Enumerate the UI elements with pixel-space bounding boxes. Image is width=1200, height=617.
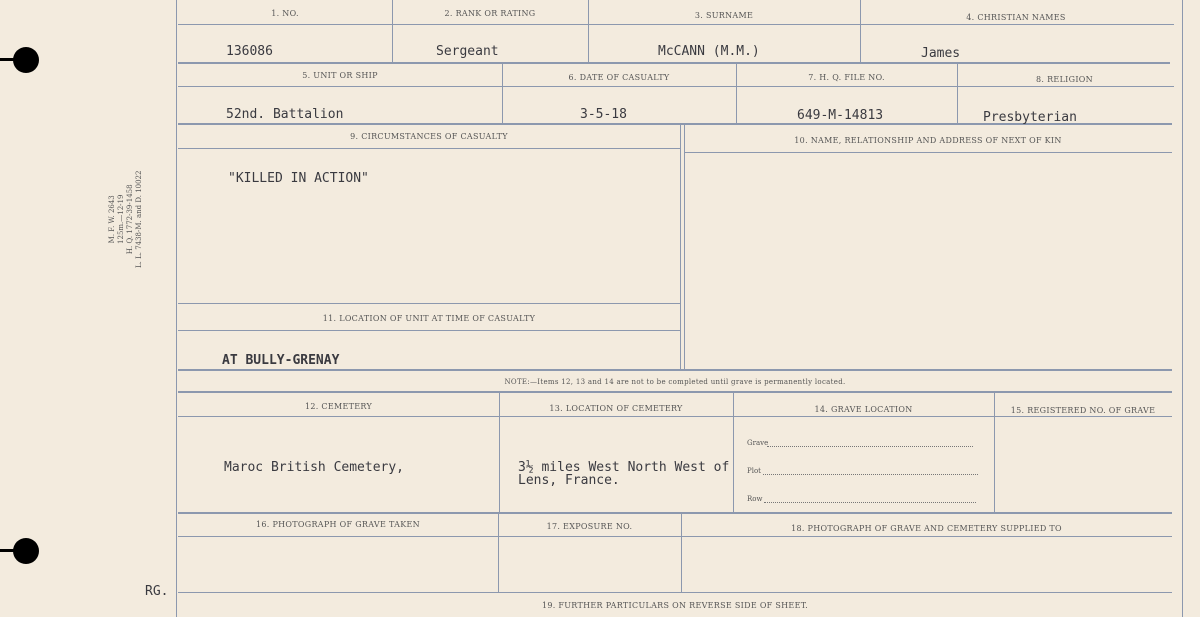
label-no: 1. NO.: [271, 9, 299, 18]
label-plot: Plot: [747, 467, 761, 475]
row3-bottom-rule: [178, 369, 1172, 371]
circumstances-bottom-rule: [178, 303, 680, 304]
label-circumstances: 9. CIRCUMSTANCES OF CASUALTY: [350, 132, 508, 141]
label-grave-location: 14. GRAVE LOCATION: [814, 405, 913, 414]
row5-label-rule: [178, 536, 1172, 537]
form-code-line: L. L. 7438-M. and D. 10022: [135, 170, 143, 268]
row2-label-rule: [178, 86, 1174, 87]
label-surname: 3. SURNAME: [694, 11, 754, 20]
label-exposure: 17. EXPOSURE NO.: [546, 522, 633, 531]
value-cemetery: Maroc British Cemetery,: [224, 460, 405, 475]
note-text: NOTE:—Items 12, 13 and 14 are not to be completed until grave is permanently located.: [504, 378, 846, 386]
label-location-unit: 11. LOCATION OF UNIT AT TIME OF CASUALTY: [322, 314, 536, 323]
label-unit: 5. UNIT OR SHIP: [302, 71, 378, 80]
grave-dots: [767, 446, 973, 447]
value-no: 136086: [226, 44, 273, 59]
label-location-cemetery: 13. LOCATION OF CEMETERY: [549, 404, 683, 413]
label-next-of-kin: 10. NAME, RELATIONSHIP AND ADDRESS OF NEXT OF KIN: [794, 136, 1062, 145]
right-edge-rule: [1182, 0, 1183, 617]
form-code-line: 125m.—12-19: [117, 194, 125, 244]
form-code: [108, 171, 144, 268]
label-photo-supplied: 18. PHOTOGRAPH OF GRAVE AND CEMETERY SUPPLIED TO: [791, 524, 1062, 533]
label-christian-names: 4. CHRISTIAN NAMES: [966, 13, 1066, 22]
row4-bottom-rule: [178, 512, 1172, 514]
value-location-cemetery-line1: 3½ miles West North West of: [518, 460, 730, 475]
value-hq-file: 649-M-14813: [797, 108, 884, 123]
row4-label-rule: [178, 416, 1172, 417]
label-religion: 8. RELIGION: [1036, 75, 1093, 84]
row5-bottom-rule: [178, 592, 1172, 593]
value-location-cemetery-line2: Lens, France.: [518, 473, 620, 488]
punch-hole-bottom: [13, 538, 39, 564]
note-bottom-rule: [178, 391, 1172, 393]
row1-label-rule: [178, 24, 1174, 25]
value-surname: McCANN (M.M.): [658, 44, 760, 59]
left-margin-rule: [176, 0, 177, 617]
divider-next-of-kin: [684, 125, 685, 370]
label-date: 6. DATE OF CASUALTY: [568, 73, 670, 82]
punch-hole-top: [13, 47, 39, 73]
row-dots: [764, 502, 976, 503]
value-date: 3-5-18: [580, 107, 627, 122]
value-location-unit: AT BULLY-GRENAY: [222, 353, 340, 368]
rg-mark: RG.: [145, 584, 169, 599]
value-circumstances: "KILLED IN ACTION": [228, 171, 369, 186]
label-cemetery: 12. CEMETERY: [304, 402, 373, 411]
divider: [588, 0, 589, 62]
divider-circumstances: [680, 125, 681, 370]
value-rank: Sergeant: [436, 44, 499, 59]
label-photo-taken: 16. PHOTOGRAPH OF GRAVE TAKEN: [256, 520, 420, 529]
divider: [957, 64, 958, 123]
form-code-line: H. Q. 1772-39-1458: [126, 184, 134, 255]
divider: [860, 0, 861, 62]
label-row: Row: [747, 495, 763, 503]
punch-hole-top-tick: [0, 58, 14, 61]
label-registered-no: 15. REGISTERED NO. OF GRAVE: [1010, 406, 1156, 415]
location-unit-label-rule: [178, 330, 680, 331]
next-of-kin-label-rule: [684, 152, 1172, 153]
value-christian-names: James: [921, 46, 961, 61]
label-grave: Grave: [747, 439, 769, 447]
label-further-particulars: 19. FURTHER PARTICULARS ON REVERSE SIDE OF SHEET.: [541, 601, 809, 610]
label-rank: 2. RANK OR RATING: [444, 9, 536, 18]
value-unit: 52nd. Battalion: [226, 107, 344, 122]
label-hq-file: 7. H. Q. FILE NO.: [808, 73, 885, 82]
value-religion: Presbyterian: [983, 110, 1077, 125]
form-code-line: M. F. W. 2643: [108, 195, 116, 244]
punch-hole-bottom-tick: [0, 549, 14, 552]
plot-dots: [763, 474, 978, 475]
row1-bottom-rule: [178, 62, 1170, 64]
circumstances-label-rule: [178, 148, 680, 149]
